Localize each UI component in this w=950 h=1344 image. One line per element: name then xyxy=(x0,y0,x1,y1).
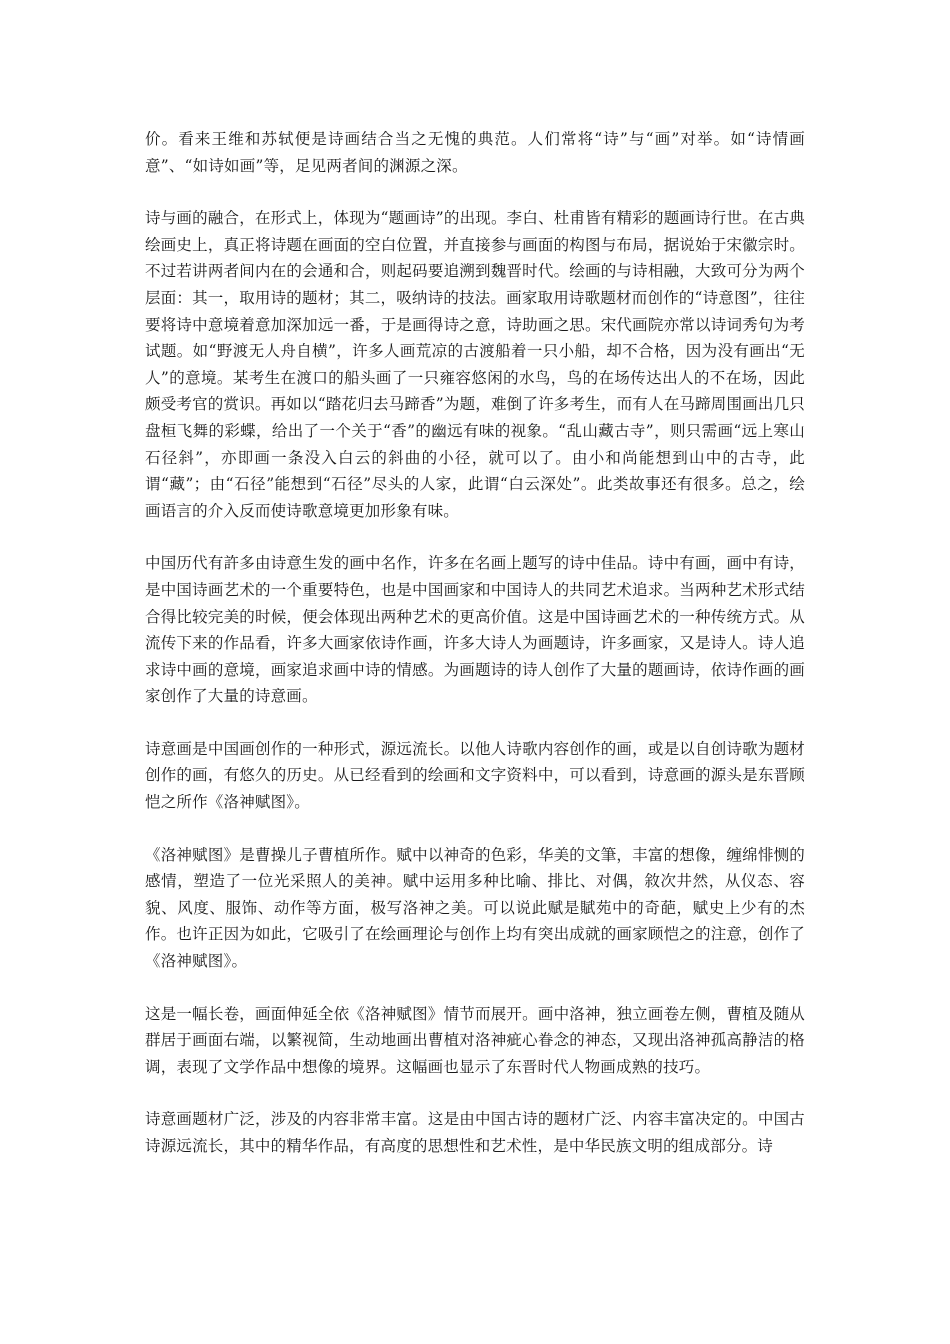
paragraph-1: 价。看来王维和苏轼便是诗画结合当之无愧的典范。人们常将“诗”与“画”对举。如“诗情画意”、“如诗如画”等，足见两者间的渊源之深。 xyxy=(145,130,805,175)
paragraph-3: 中国历代有許多由诗意生发的画中名作，许多在名画上题写的诗中佳品。诗中有画，画中有诗，是中国诗画艺术的一个重要特色，也是中国画家和中国诗人的共同艺术追求。当两种艺术形式结合得比较完美的时候，便会体现出两种艺术的更高价值。这是中国诗画艺术的一种传统方式。从流传下来的作品看，许多大画家依诗作画，许多大诗人为画题诗，许多画家，又是诗人。诗人追求诗中画的意境，画家追求画中诗的情感。为画题诗的诗人创作了大量的题画诗，依诗作画的画家创作了大量的诗意画。 xyxy=(145,554,805,706)
article-body xyxy=(145,126,805,1186)
paragraph-6: 这是一幅长卷，画面伸延全依《洛神赋图》情节而展开。画中洛神，独立画卷左侧，曹植及随从群居于画面右端，以繁视简，生动地画出曹植对洛神疵心眷念的神态，又现出洛神孤高静洁的格调，表现了文学作品中想像的境界。这幅画也显示了东晋时代人物画成熟的技巧。 xyxy=(145,1004,805,1076)
paragraph-5: 《洛神赋图》是曹操儿子曹植所作。赋中以神奇的色彩，华美的文筆，丰富的想像，缠绵悱恻的感情，塑造了一位光采照人的美神。赋中运用多种比喻、排比、对偶，敘次井然，从仪态、容貌、风度、服饰、动作等方面，极写洛神之美。可以说此赋是賦苑中的奇葩，赋史上少有的杰作。也许正因为如此，它吸引了在绘画理论与创作上均有突出成就的画家顾恺之的注意，创作了《洛神赋图》。 xyxy=(145,845,805,971)
paragraph-7: 诗意画题材广泛，涉及的内容非常丰富。这是由中国古诗的题材广泛、内容丰富决定的。中国古诗源远流长，其中的精华作品，有高度的思想性和艺术性，是中华民族文明的组成部分。诗 xyxy=(145,1110,805,1155)
paragraph-2: 诗与画的融合，在形式上，体现为“题画诗”的出现。李白、杜甫皆有精彩的题画诗行世。在古典绘画史上，真正将诗题在画面的空白位置，并直接参与画面的构图与布局，据说始于宋徽宗时。不过若讲两者间内在的会通和合，则起码要追溯到魏晋时代。绘画的与诗相融，大致可分为两个层面：其一，取用诗的题材；其二，吸纳诗的技法。画家取用诗歌题材而创作的“诗意图”，往往要将诗中意境着意加深加远一番，于是画得诗之意，诗助画之思。宋代画院亦常以诗词秀句为考试题。如“野渡无人舟自横”，许多人画荒凉的古渡船着一只小船，却不合格，因为没有画出“无人”的意境。某考生在渡口的船头画了一只雍容悠闲的水鸟，鸟的在场传达出人的不在场，因此颇受考官的赏识。再如以“踏花归去马蹄香”为题，难倒了许多考生，而有人在马蹄周围画出几只盘桓飞舞的彩蝶，给出了一个关于“香”的幽远有味的视象。“乱山藏古寺”，则只需画“远上寒山石径斜”，亦即画一条没入白云的斜曲的小径，就可以了。由小和尚能想到山中的古寺，此谓“藏”；由“石径”能想到“石径”尽头的人家，此谓“白云深处”。此类故事还有很多。总之，绘画语言的介入反而使诗歌意境更加形象有味。 xyxy=(145,209,805,520)
paragraph-4: 诗意画是中国画创作的一种形式，源远流长。以他人诗歌内容创作的画，或是以自创诗歌为题材创作的画，有悠久的历史。从已经看到的绘画和文字资料中，可以看到，诗意画的源头是东晋顾恺之所作《洛神赋图》。 xyxy=(145,739,805,812)
